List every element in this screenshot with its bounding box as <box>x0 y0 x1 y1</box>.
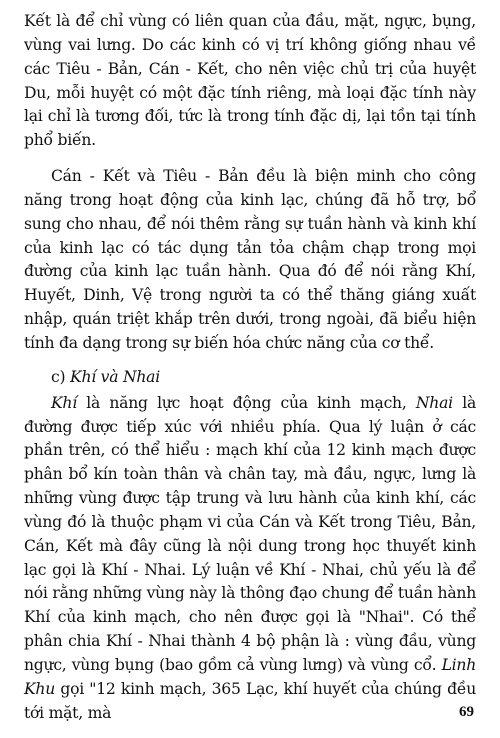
italic-term-linh-khu: Linh Khu <box>24 655 476 698</box>
paragraph-text-segment: là năng lực hoạt động của kinh mạch, <box>76 393 416 412</box>
paragraph-ket-definition: Kết là để chỉ vùng có liên quan của đầu, mặt, ngực, bụng, vùng vai lưng. Do các kinh có vị trí không giống nhau về các Tiêu - Bản, Cán - Kết, cho nên việc chủ trị của huyệt Du, mỗi huyệt có một đặc tính riêng, mà loại đặc tính này lại chỉ là tương đối, tức là trong tính đặc dị, lại tồn tại tính phổ biến. <box>24 12 476 150</box>
paragraph-can-ket-tieu-ban: Cán - Kết và Tiêu - Bản đều là biện minh cho công năng trong hoạt động của kinh lạc, chúng đã hỗ trợ, bổ sung cho nhau, để nói thêm rằng sự tuần hành và kinh khí của kinh lạc có tác dụng tản tỏa chậm chạp trong mọi đường của kinh lạc tuần hành. Qua đó để nói rằng Khí, Huyết, Dinh, Vệ trong người ta có thể thăng giáng xuất nhập, quán triệt khắp trên dưới, trong ngoài, đã biểu hiện tính đa dạng trong sự biến hóa chức năng của cơ thể. <box>24 167 476 352</box>
italic-term-nhai: Nhai <box>415 393 453 412</box>
section-heading-khi-va-nhai <box>24 366 476 390</box>
section-heading-title: Khí và Nhai <box>70 367 160 386</box>
paragraph-text-segment: là đường được tiếp xúc với nhiều phía. Qua lý luận ở các phần trên, có thể hiểu : mạch khí của 12 kinh mạch được phân bổ kín toàn thân và chân tay, mà đầu, ngực, lưng là những vùng được tập trung và lưu hành của kinh khí, các vùng đó là thuộc phạm vi của Cán và Kết trong Tiêu, Bản, Cán, Kết mà đây cũng là nội dung trong học thuyết kinh lạc gọi là Khí - Nhai. Lý luận về Khí - Nhai, chủ yếu là để nói rằng những vùng này là thông đạo chung để tuần hành Khí của kinh mạch, cho nên được gọi là "Nhai". Có thể phân chia Khí - Nhai thành 4 bộ phận là : vùng đầu, vùng ngực, vùng bụng (bao gồm cả vùng lưng) và vùng cổ. <box>24 393 476 674</box>
paragraph-khi-nhai-explanation <box>24 392 476 726</box>
page-number: 69 <box>459 704 474 720</box>
paragraph-text-segment: gọi "12 kinh mạch, 365 Lạc, khí huyết của chúng đều tới mặt, mà <box>24 679 476 722</box>
italic-term-khi: Khí <box>51 393 77 412</box>
section-heading-prefix: c) <box>51 367 66 386</box>
page-body <box>24 10 476 725</box>
